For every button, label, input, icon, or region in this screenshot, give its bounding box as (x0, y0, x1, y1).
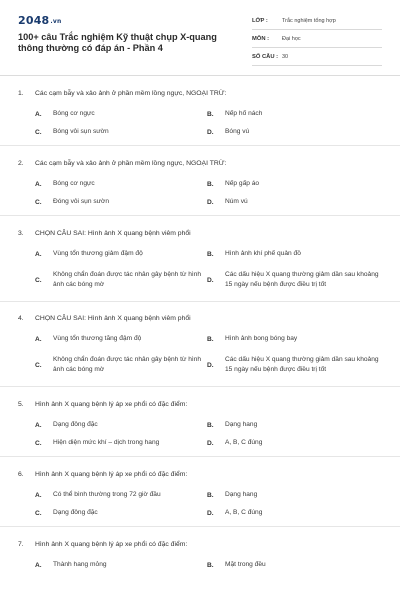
answer-option[interactable] (35, 416, 207, 434)
answer-option[interactable] (35, 556, 207, 574)
option-letter: B. (207, 335, 214, 343)
option-letter: A. (35, 561, 42, 569)
answer-option[interactable] (207, 556, 379, 574)
question-stem (18, 468, 382, 480)
option-text: Mặt trong đều (225, 561, 266, 568)
answer-option[interactable] (207, 105, 379, 123)
question-divider (0, 386, 400, 387)
answer-option[interactable] (35, 330, 207, 348)
answer-option[interactable] (35, 245, 207, 263)
option-letter: D. (207, 276, 214, 284)
question-item (0, 312, 400, 382)
option-letter: A. (35, 250, 42, 258)
meta-value: Trắc nghiệm tổng hợp (282, 17, 336, 24)
answer-option[interactable] (35, 123, 207, 141)
meta-label: SỐ CÂU : (252, 53, 279, 60)
question-item (0, 468, 400, 522)
answer-option[interactable] (35, 504, 207, 522)
option-grid (35, 330, 382, 382)
option-text: Núm vú (225, 198, 248, 205)
option-grid (35, 105, 382, 141)
option-letter: C. (35, 361, 42, 369)
option-letter: D. (207, 509, 214, 517)
question-text: CHỌN CÂU SAI: Hình ảnh X quang bệnh viêm phổi (35, 229, 191, 237)
answer-option[interactable] (207, 245, 379, 263)
question-item (0, 157, 400, 211)
option-text: Dạng hang (225, 421, 258, 428)
question-number: 3. (18, 229, 24, 237)
option-text: Hiện diện mức khí – dịch trong hang (53, 439, 160, 446)
question-divider (0, 526, 400, 527)
question-text: Hình ảnh X quang bệnh lý áp xe phổi có đặc điểm: (35, 400, 188, 408)
option-letter: C. (35, 128, 42, 136)
option-text: Bóng cơ ngực (53, 180, 95, 187)
option-text: Vùng tổn thương giảm đậm độ (53, 250, 143, 257)
option-text: Không chẩn đoán được tác nhân gây bệnh từ hình ảnh các bóng mờ (53, 356, 202, 373)
meta-row-subject (252, 30, 382, 48)
question-stem (18, 538, 382, 550)
option-letter: B. (207, 180, 214, 188)
option-text: Nếp hố nách (225, 110, 263, 117)
option-text: Hình ảnh bong bóng bay (225, 335, 298, 342)
document-title: 100+ câu Trắc nghiệm Kỹ thuật chụp X-quang thông thường có đáp án - Phần 4 (18, 32, 217, 53)
answer-option[interactable] (207, 504, 379, 522)
option-grid (35, 175, 382, 211)
question-divider (0, 215, 400, 216)
option-text: Đóng vôi sụn sườn (53, 198, 110, 205)
option-letter: A. (35, 491, 42, 499)
meta-row-class (252, 12, 382, 30)
question-number: 4. (18, 314, 24, 322)
question-text: Hình ảnh X quang bệnh lý áp xe phổi có đặc điểm: (35, 470, 188, 478)
option-letter: B. (207, 561, 214, 569)
question-number: 1. (18, 89, 24, 97)
question-stem (18, 312, 382, 324)
option-letter: B. (207, 421, 214, 429)
option-letter: C. (35, 439, 42, 447)
question-number: 5. (18, 400, 24, 408)
option-text: Bóng cơ ngực (53, 110, 95, 117)
answer-option[interactable] (207, 175, 379, 193)
option-letter: D. (207, 198, 214, 206)
header-divider (0, 75, 400, 76)
option-grid (35, 556, 382, 574)
option-text: Bóng vôi sụn sườn (53, 128, 109, 135)
answer-option[interactable] (207, 263, 379, 297)
answer-option[interactable] (35, 486, 207, 504)
question-divider (0, 145, 400, 146)
option-letter: C. (35, 509, 42, 517)
option-letter: B. (207, 491, 214, 499)
question-item (0, 398, 400, 452)
answer-option[interactable] (207, 486, 379, 504)
option-text: Có thể bình thường trong 72 giờ đầu (53, 491, 161, 498)
option-letter: C. (35, 198, 42, 206)
meta-row-count (252, 48, 382, 66)
answer-option[interactable] (35, 348, 207, 382)
option-letter: A. (35, 110, 42, 118)
option-text: Các dấu hiệu X quang thường giảm dần sau khoảng 15 ngày nếu bệnh được điều trị tốt (225, 356, 379, 373)
answer-option[interactable] (35, 175, 207, 193)
meta-value: 30 (282, 53, 289, 60)
option-letter: A. (35, 335, 42, 343)
option-text: Hình ảnh khí phế quản đồ (225, 250, 301, 257)
option-text: Các dấu hiệu X quang thường giảm dần sau khoảng 15 ngày nếu bệnh được điều trị tốt (225, 271, 379, 288)
option-text: Không chẩn đoán được tác nhân gây bệnh từ hình ảnh các bóng mờ (53, 271, 202, 288)
answer-option[interactable] (35, 263, 207, 297)
site-logo[interactable]: 2048.vn (18, 14, 62, 27)
answer-option[interactable] (207, 193, 379, 211)
option-text: Dạng hang (225, 491, 258, 498)
option-text: Thành hang mỏng (53, 561, 107, 568)
question-stem (18, 398, 382, 410)
question-divider (0, 456, 400, 457)
answer-option[interactable] (35, 434, 207, 452)
question-number: 7. (18, 540, 24, 548)
question-item (0, 538, 400, 574)
question-item (0, 87, 400, 141)
page-header (0, 0, 400, 70)
option-letter: C. (35, 276, 42, 284)
option-letter: D. (207, 361, 214, 369)
option-letter: D. (207, 439, 214, 447)
answer-option[interactable] (207, 434, 379, 452)
question-stem (18, 157, 382, 169)
option-grid (35, 416, 382, 452)
option-letter: B. (207, 110, 214, 118)
answer-option[interactable] (35, 105, 207, 123)
option-text: Nếp gấp áo (225, 180, 260, 187)
meta-value: Đại học (282, 35, 301, 42)
answer-option[interactable] (207, 416, 379, 434)
question-text: Các cạm bẫy và xảo ảnh ở phần mềm lồng ngực, NGOẠI TRỪ: (35, 159, 227, 167)
meta-label: LỚP : (252, 17, 268, 24)
option-text: Vùng tổn thương tăng đậm độ (53, 335, 142, 342)
answer-option[interactable] (207, 330, 379, 348)
question-text: CHỌN CÂU SAI: Hình ảnh X quang bệnh viêm phổi (35, 314, 191, 322)
question-number: 6. (18, 470, 24, 478)
option-text: A, B, C đúng (225, 509, 263, 516)
option-text: Bóng vú (225, 128, 250, 135)
option-grid (35, 245, 382, 297)
answer-option[interactable] (35, 193, 207, 211)
meta-label: MÔN : (252, 35, 270, 42)
answer-option[interactable] (207, 348, 379, 382)
option-text: Dạng đông đặc (53, 421, 98, 428)
option-letter: B. (207, 250, 214, 258)
question-stem (18, 87, 382, 99)
question-list (0, 77, 400, 574)
question-text: Các cạm bẫy và xảo ảnh ở phần mềm lồng ngực, NGOẠI TRỪ: (35, 89, 227, 97)
meta-info-table (252, 12, 382, 66)
option-text: Dạng đông đặc (53, 509, 98, 516)
option-letter: A. (35, 180, 42, 188)
option-text: A, B, C đúng (225, 439, 263, 446)
question-number: 2. (18, 159, 24, 167)
question-divider (0, 301, 400, 302)
option-letter: D. (207, 128, 214, 136)
question-item (0, 227, 400, 297)
option-letter: A. (35, 421, 42, 429)
question-stem (18, 227, 382, 239)
option-grid (35, 486, 382, 522)
question-text: Hình ảnh X quang bệnh lý áp xe phổi có đặc điểm: (35, 540, 188, 548)
answer-option[interactable] (207, 123, 379, 141)
